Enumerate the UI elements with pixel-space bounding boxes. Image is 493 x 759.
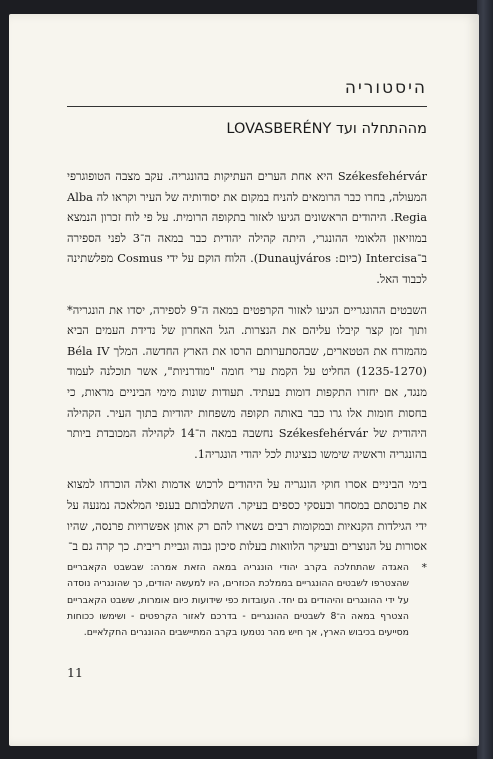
book-page xyxy=(9,14,479,746)
paragraph-1: Székesfehérvár היא אחת הערים העתיקות בהונגריה. עקב מצבה הטופוגרפי המעולה, בחרו כבר הרומאים להניח במקום את יסודותיה של העיר וקראו לה Alba Regia. היהודים הראשונים הגיעו לאזור בתקופה הרומית. על פי לוח זכרון הנמצא במוזיאון הלאומי ההונגרי, היתה קהילה יהודית כבר במאה ה־3 לפני הספירה ב־Intercisa (כיום: Dunaujváros). הלוח הוקם על ידי Cosmus מפלשתינה לכבוד האל. xyxy=(67,169,427,286)
page-number: 11 xyxy=(67,665,83,680)
footnote-text: האגדה שהתחלכה בקרב יהודי הונגריה במאה הזאת אמרה: שבשבט הקאבריים שהצטרפו לשבטים ההונגריים בממלכת הכוזרים, היו למעשה יהודים, כך שהונגריה נוסדה על ידי ההונגרים והיהודים גם יחד. העובדות כפי שידועות כיום אומרות, ששבט הקאבריים הצטרף במאה ה־8 לשבטים ההונגריים - בדרכם לאזור הקרפטים - ושימשו ככוחות מסייעים בכיבוש הארץ, אך חיש מהר נטמעו בקרב המתיישבים ההונגרים החקלאיים. xyxy=(67,562,409,639)
paragraph-2: השבטים ההונגריים הגיעו לאזור הקרפטים במאה ה־9 לספירה, יסדו את הונגריה* ותוך זמן קצר קיבלו עליהם את הנצרות. הגל האחרון של נדידת העמים הביא מהמזרח את הטטארים, שבהסתערותם הרסו את הארץ החדשה. המלך Béla IV (1235-1270) החליט על הקמת ערי חומה "מודרניות", אשר תוכלנה לעמוד מנגד, אם יחזרו התקפות דומות בעתיד. תעודות שונות מימי הביניים מראות, כי בחסות חומות אלו גרו כבר באותה תקופה משפחות יהודיות בתוך העיר. הקהילה היהודית של Székesfehérvár נחשבה במאה ה־14 לקהילה המכובדת ביותר בהונגריה וראשיה שימשו כנציגות לכל יהודי הונגריה1. xyxy=(67,302,427,461)
footnote-mark: * xyxy=(421,561,427,574)
running-header: היסטוריה xyxy=(344,78,427,98)
header-divider xyxy=(67,106,427,107)
paragraph-3: בימי הביניים אסרו חוקי הונגריה על היהודים לרכוש אדמות ואלה הוכרחו למצוא את פרנסתם במסחר ובעסקי כספים בעיקר. השתלבותם בענפי המלאכה נמנעה על ידי הגילדות הקנאיות ובמקומות רבים נשארו להם רק אותן אפשרויות פרנסה, שהיו אסורות על הנוצרים ובעיקר הלוואות בעלות סיכון גבוה וגביית ריבית. כך קרה גם ב־ xyxy=(67,477,427,554)
body-text xyxy=(67,166,427,567)
footnote xyxy=(67,560,427,641)
book-binding-edge xyxy=(477,0,493,759)
chapter-title: מההתחלה ועד LOVASBERÉNY xyxy=(226,121,427,137)
